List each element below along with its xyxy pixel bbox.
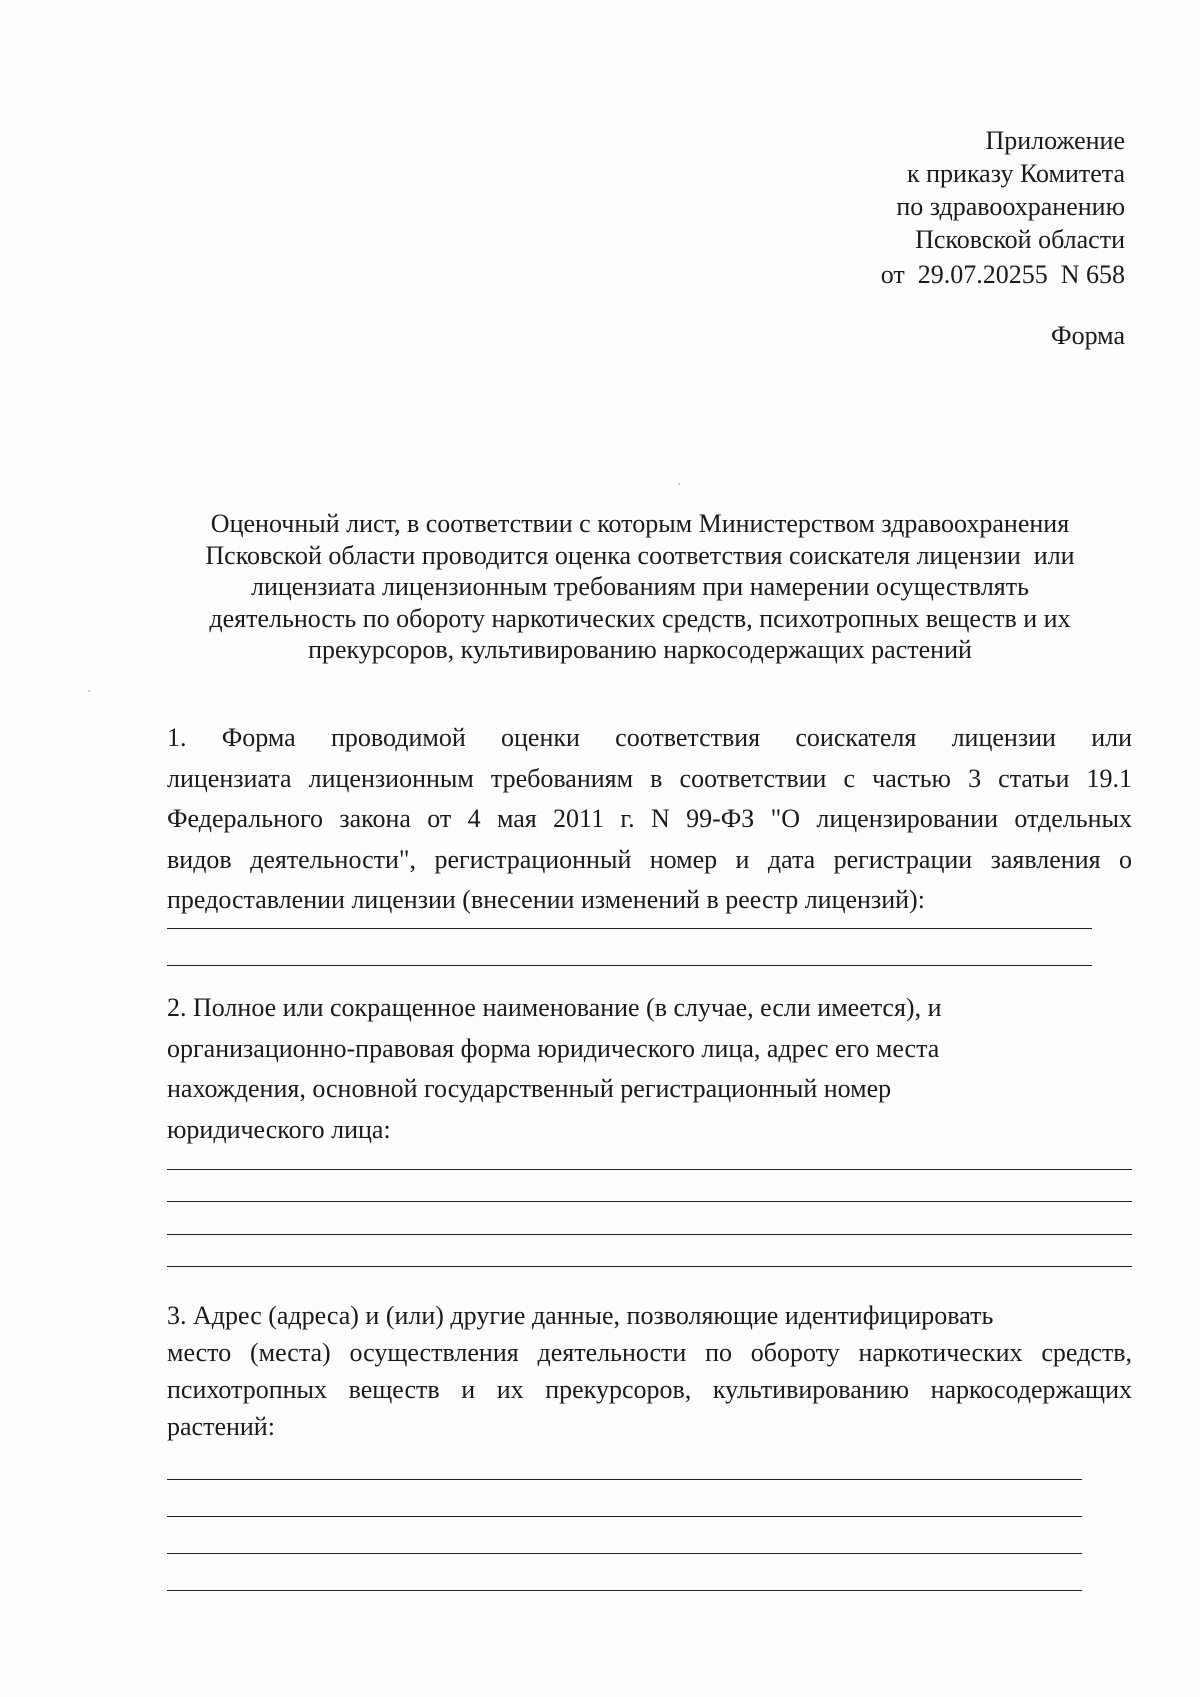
fill-in-line[interactable] [167, 928, 1092, 929]
scan-speck [88, 690, 90, 692]
fill-in-line[interactable] [167, 1516, 1082, 1517]
form-label: Форма [1051, 321, 1125, 350]
section-2-line: организационно-правовая форма юридического лица, адрес его места [167, 1033, 940, 1063]
appendix-header [881, 124, 1125, 291]
section-3 [167, 1297, 1132, 1445]
fill-in-line[interactable] [167, 1234, 1132, 1235]
header-line: к приказу Комитета [906, 159, 1125, 188]
section-1-line: видов деятельности", регистрационный номер и дата регистрации заявления о [167, 844, 1132, 874]
section-2-line: 2. Полное или сокращенное наименование (в случае, если имеется), и [167, 993, 942, 1022]
title-line: деятельность по обороту наркотических средств, психотропных веществ и их [209, 603, 1071, 633]
title-line: лицензиата лицензионным требованиям при намерении осуществлять [251, 572, 1029, 601]
section-1-line: 1. Форма проводимой оценки соответствия соискателя лицензии или [167, 723, 1132, 752]
scan-speck [678, 483, 680, 485]
section-3-line: растений: [167, 1412, 275, 1441]
header-line: Приложение [985, 126, 1125, 155]
section-2 [167, 988, 1132, 1150]
order-date-number: от 29.07.20255 N 658 [880, 260, 1125, 289]
header-line: по здравоохранению [896, 192, 1125, 221]
section-2-line: нахождения, основной государственный регистрационный номер [167, 1074, 892, 1103]
title-line: прекурсоров, культивированию наркосодержащих растений [308, 635, 972, 664]
section-3-line: 3. Адрес (адреса) и (или) другие данные, позволяющие идентифицировать [167, 1301, 994, 1330]
section-1-line: лицензиата лицензионным требованиям в соответствии с частью 3 статьи 19.1 [167, 763, 1132, 793]
section-1-line: Федерального закона от 4 мая 2011 г. N 99-ФЗ "О лицензировании отдельных [167, 804, 1132, 833]
section-1-line: предоставлении лицензии (внесении изменений в реестр лицензий): [167, 885, 925, 914]
title-line: Оценочный лист, в соответствии с которым Министерством здравоохранения [210, 509, 1070, 538]
fill-in-line[interactable] [167, 965, 1092, 966]
fill-in-line[interactable] [167, 1201, 1132, 1202]
header-line: Псковской области [915, 225, 1125, 254]
fill-in-line[interactable] [167, 1590, 1082, 1591]
fill-in-line[interactable] [167, 1553, 1082, 1554]
fill-in-line[interactable] [167, 1266, 1132, 1267]
fill-in-line[interactable] [167, 1169, 1132, 1170]
fill-in-line[interactable] [167, 1479, 1082, 1480]
section-3-line: психотропных веществ и их прекурсоров, культивированию наркосодержащих [167, 1375, 1132, 1404]
document-title [150, 508, 1130, 666]
section-2-line: юридического лица: [167, 1114, 391, 1144]
section-3-line: место (места) осуществления деятельности по обороту наркотических средств, [167, 1338, 1132, 1367]
section-1 [167, 718, 1132, 921]
title-line: Псковской области проводится оценка соответствия соискателя лицензии или [205, 540, 1075, 570]
